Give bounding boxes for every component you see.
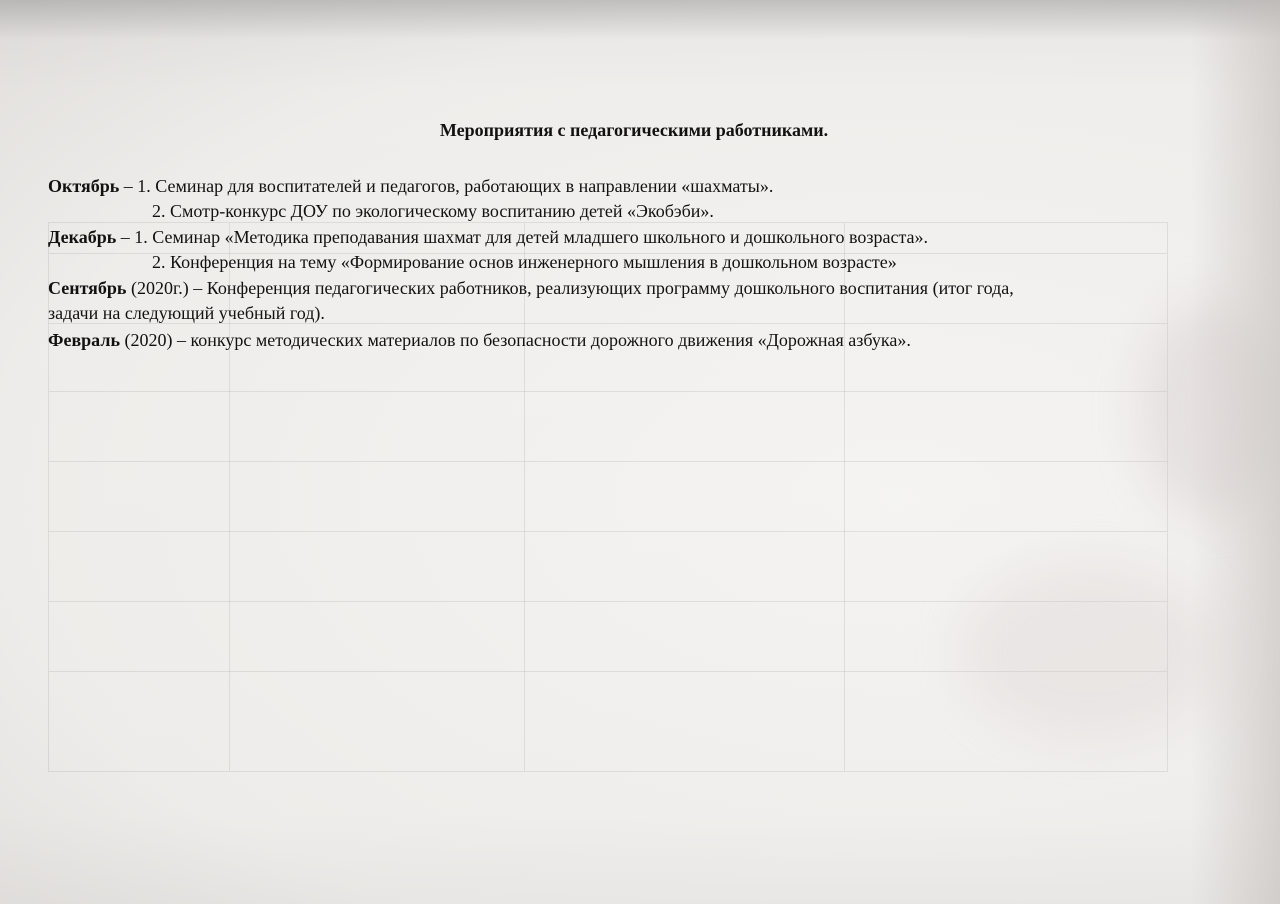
entry-text: – 1. Семинар «Методика преподавания шахмат для детей младшего школьного и дошкольного возраста». [116,227,929,247]
entry-text: (2020г.) – Конференция педагогических работников, реализующих программу дошкольного воспитания (итог года, [126,278,1014,298]
entry-february [48,329,911,351]
month-label: Октябрь [48,176,120,196]
entry-september [48,277,1014,299]
scan-top-shadow [0,0,1280,40]
document-title: Мероприятия с педагогическими работниками. [439,120,829,140]
entry-october-item-2 [152,200,714,222]
entry-october [48,175,773,197]
entry-text: 2. Смотр-конкурс ДОУ по экологическому воспитанию детей «Экобэби». [152,201,714,221]
scan-smudge [960,560,1220,740]
month-label: Декабрь [48,227,117,247]
month-label: Сентябрь [48,278,127,298]
entry-december-item-2 [152,251,897,273]
entry-text: задачи на следующий учебный год). [48,303,325,323]
month-label: Февраль [48,330,120,350]
entry-december [48,226,928,248]
entry-text: (2020) – конкурс методических материалов по безопасности дорожного движения «Дорожная азбука». [119,330,911,350]
scan-smudge [1140,300,1280,520]
entry-september-continuation [48,302,325,324]
entry-text: 2. Конференция на тему «Формирование основ инженерного мышления в дошкольном возрасте» [152,252,897,272]
entry-text: – 1. Семинар для воспитателей и педагогов, работающих в направлении «шахматы». [119,176,774,196]
